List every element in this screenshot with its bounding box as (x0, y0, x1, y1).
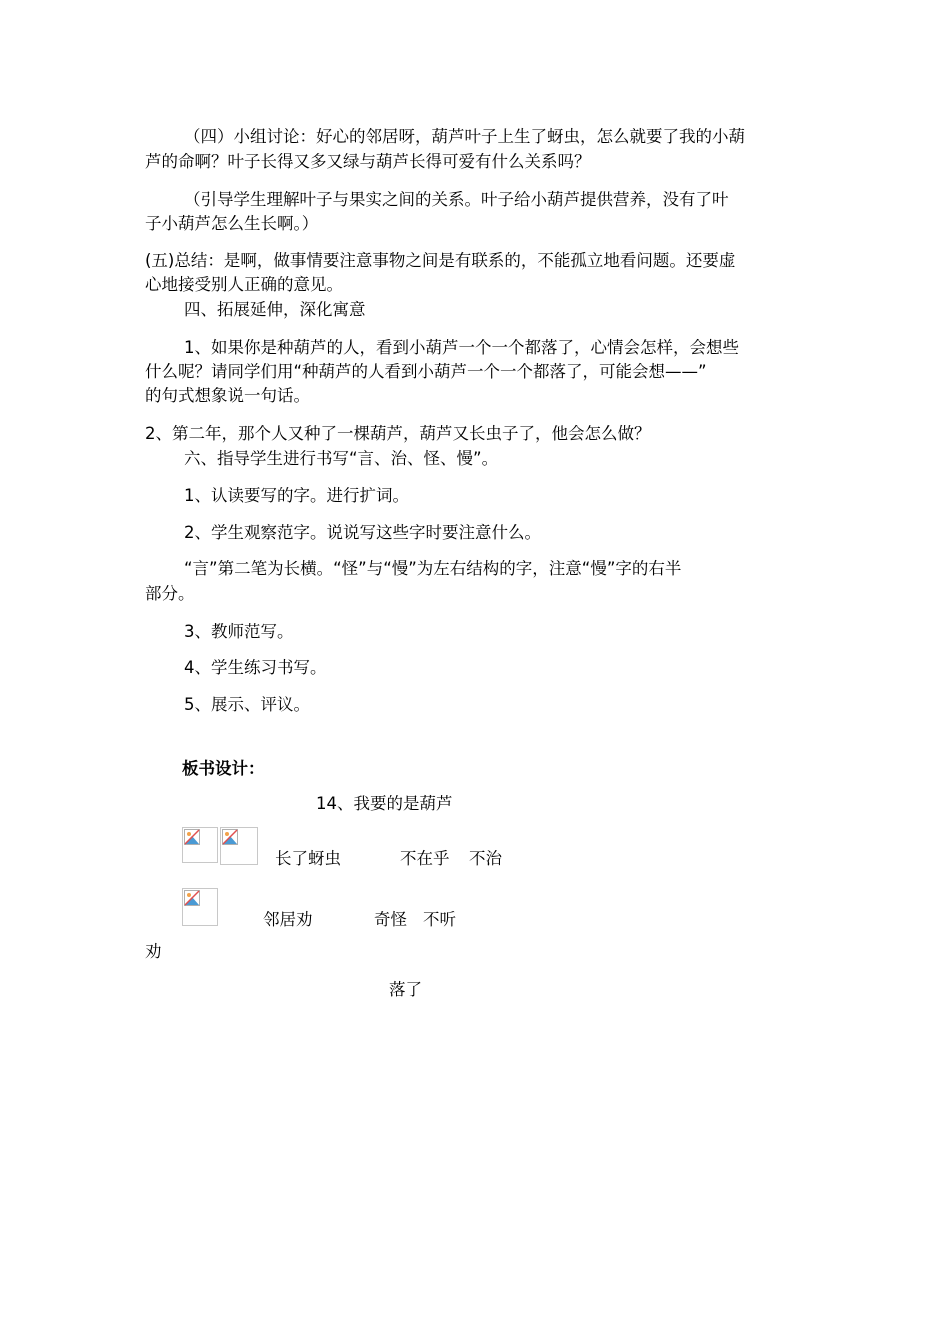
board-row1-cause: 长了蚜虫 (275, 849, 341, 868)
question-1-line1: 1、如果你是种葫芦的人，看到小葫芦一个一个都落了，心情会怎样，会想些 (184, 338, 739, 357)
question-2: 2、第二年，那个人又种了一棵葫芦，葫芦又长虫子了，他会怎么做？ (145, 424, 651, 443)
board-title: 14、我要的是葫芦 (316, 794, 453, 813)
question-1-line3: 的句式想象说一句话。 (145, 386, 310, 405)
board-row1-action: 不治 (469, 849, 502, 868)
step-4: 4、学生练习书写。 (184, 658, 327, 677)
step-1: 1、认读要写的字。进行扩词。 (184, 486, 409, 505)
board-row2-attitude: 奇怪 (374, 910, 407, 929)
section-heading-extension: 四、拓展延伸，深化寓意 (184, 300, 366, 319)
paragraph-guidance-line2: 子小葫芦怎么生长啊。） (145, 214, 319, 233)
board-row2-action: 不听 (423, 910, 456, 929)
step-2: 2、学生观察范字。说说写这些字时要注意什么。 (184, 523, 541, 542)
paragraph-discussion-line2: 芦的命啊？叶子长得又多又绿与葫芦长得可爱有什么关系吗？ (145, 152, 591, 171)
paragraph-discussion-line1: （四）小组讨论：好心的邻居呀，葫芦叶子上生了蚜虫，怎么就要了我的小葫 (184, 127, 745, 146)
section-heading-writing: 六、指导学生进行书写“言、治、怪、慢”。 (184, 449, 499, 468)
paragraph-guidance-line1: （引导学生理解叶子与果实之间的关系。叶子给小葫芦提供营养，没有了叶 (184, 190, 729, 209)
writing-note-line1: “言”第二笔为长横。“怪”与“慢”为左右结构的字，注意“慢”字的右半 (184, 559, 682, 578)
broken-image-icon (182, 888, 218, 926)
step-5: 5、展示、评议。 (184, 695, 310, 714)
board-row2-cause: 邻居劝 (263, 910, 313, 929)
question-1-line2: 什么呢？请同学们用“种葫芦的人看到小葫芦一个一个都落了，可能会想——” (145, 362, 707, 381)
step-3: 3、教师范写。 (184, 622, 294, 641)
broken-image-icon (220, 827, 258, 865)
broken-image-icon (182, 827, 218, 863)
paragraph-summary-line1: (五)总结：是啊，做事情要注意事物之间是有联系的，不能孤立地看问题。还要虚 (145, 251, 736, 270)
writing-note-line2: 部分。 (145, 584, 195, 603)
board-design-heading: 板书设计： (182, 759, 265, 778)
board-result: 落了 (389, 980, 422, 999)
board-row1-attitude: 不在乎 (400, 849, 450, 868)
paragraph-summary-line2: 心地接受别人正确的意见。 (145, 275, 343, 294)
board-row2-wrap: 劝 (145, 942, 162, 961)
